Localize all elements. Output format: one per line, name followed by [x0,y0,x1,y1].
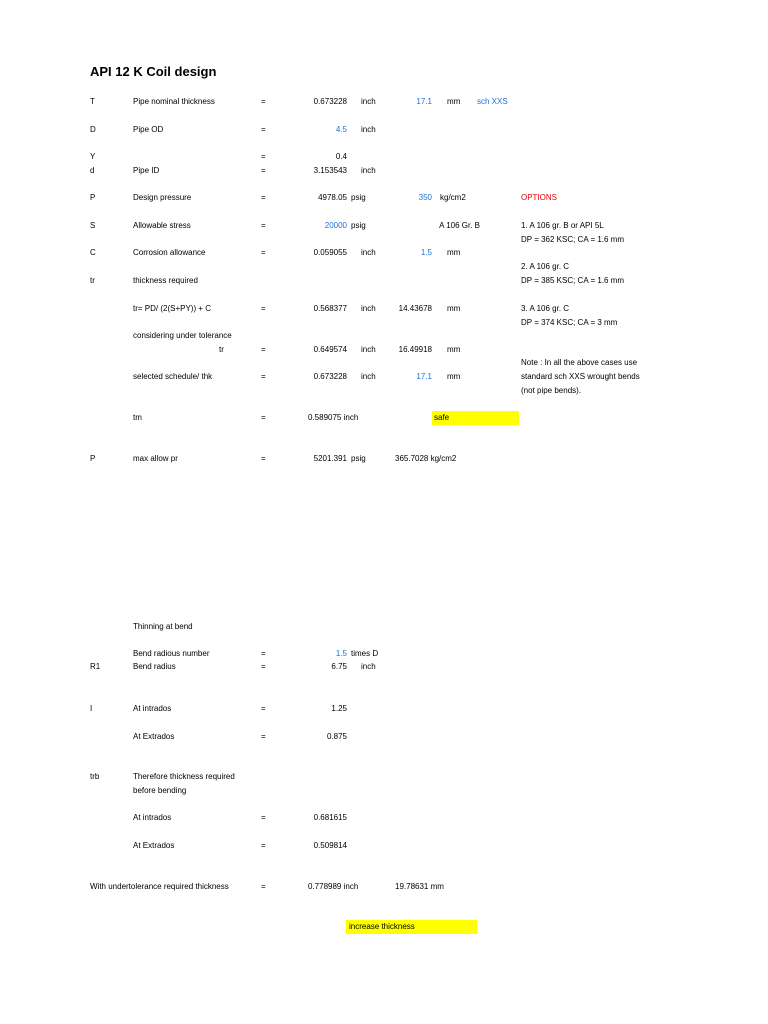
option-2-line-1: 2. A 106 gr. C [521,262,570,271]
value-d: 3.153543 [313,166,347,175]
equals-sign: = [261,454,266,463]
symbol-S: S [90,221,96,230]
symbol-R1: R1 [90,662,101,671]
label-at-intrados: At intrados [133,704,172,713]
value-I-intrados: 1.25 [331,704,347,713]
value-bend-radius-number: 1.5 [335,649,347,658]
label-trb-line-1: Therefore thickness required [133,772,235,781]
note-line-3: (not pipe bends). [521,386,582,395]
value-I-extrados: 0.875 [326,732,347,741]
equals-sign: = [261,345,266,354]
value-selected-inch: 0.673228 [313,372,347,381]
value-tr-inch: 0.568377 [313,304,347,313]
schedule-label: sch XXS [477,97,508,106]
label-at-extrados: At Extrados [133,732,175,741]
value-P-psig: 4978.05 [318,193,347,202]
label-selected-schedule: selected schedule/ thk [133,372,213,381]
label-trb-extrados: At Extrados [133,841,175,850]
verdict-increase-thickness: increase thickness [349,922,415,931]
unit-mm: mm [447,248,461,257]
equals-sign: = [261,813,266,822]
equals-sign: = [261,221,266,230]
unit-inch: inch [361,304,376,313]
value-trb-intrados: 0.681615 [313,813,347,822]
equals-sign: = [261,166,266,175]
value-trb-extrados: 0.509814 [313,841,347,850]
symbol-P-max: P [90,454,96,463]
unit-inch: inch [361,345,376,354]
value-selected-mm: 17.1 [416,372,432,381]
option-1-line-1: 1. A 106 gr. B or API 5L [521,221,604,230]
label-pipe-nominal-thickness: Pipe nominal thickness [133,97,215,106]
label-corrosion-allowance: Corrosion allowance [133,248,206,257]
value-bend-radius: 6.75 [331,662,347,671]
label-pipe-od: Pipe OD [133,125,164,134]
sheet-title: API 12 K Coil design [90,64,217,79]
unit-mm: mm [447,304,461,313]
bend-heading: Thinning at bend [133,622,193,631]
unit-kgcm2: kg/cm2 [440,193,466,202]
symbol-d: d [90,166,95,175]
unit-psig: psig [351,193,366,202]
equals-sign: = [261,152,266,161]
options-heading: OPTIONS [521,193,558,202]
label-thickness-required: thickness required [133,276,198,285]
symbol-trb: trb [90,772,100,781]
value-S: 20000 [324,221,347,230]
label-tm: tm [133,413,142,422]
note-line-1: Note : In all the above cases use [521,358,638,367]
equals-sign: = [261,732,266,741]
label-trb-line-2: before bending [133,786,187,795]
value-tm: 0.589075 inch [308,413,359,422]
equals-sign: = [261,304,266,313]
equals-sign: = [261,649,266,658]
unit-mm: mm [447,372,461,381]
symbol-I: I [90,704,93,713]
symbol-Y: Y [90,152,96,161]
equals-sign: = [261,841,266,850]
value-tr-mm: 14.43678 [398,304,432,313]
value-C-inch: 0.059055 [313,248,347,257]
label-tr-sub: tr [219,345,224,354]
value-P-kgcm2: 350 [418,193,432,202]
unit-inch: inch [361,372,376,381]
option-3-line-2: DP = 374 KSC; CA = 3 mm [521,318,618,327]
unit-psig: psig [351,221,366,230]
option-3-line-1: 3. A 106 gr. C [521,304,570,313]
equals-sign: = [261,248,266,257]
equals-sign: = [261,372,266,381]
label-under-tolerance: considering under tolerance [133,331,232,340]
label-tr-formula: tr= PD/ (2(S+PY)) + C [133,304,212,313]
value-tr-tol-inch: 0.649574 [313,345,347,354]
value-max-allow-kgcm2: 365.7028 kg/cm2 [395,454,457,463]
note-line-2: standard sch XXS wrought bends [521,372,640,381]
label-max-allow-pr: max allow pr [133,454,178,463]
label-design-pressure: Design pressure [133,193,192,202]
unit-inch: inch [361,97,376,106]
label-pipe-id: Pipe ID [133,166,160,175]
label-trb-intrados: At intrados [133,813,172,822]
equals-sign: = [261,413,266,422]
material-grade: A 106 Gr. B [439,221,480,230]
equals-sign: = [261,704,266,713]
value-with-tol-inch: 0.778989 inch [308,882,359,891]
unit-mm: mm [447,345,461,354]
status-safe: safe [434,413,450,422]
unit-inch: inch [361,662,376,671]
unit-inch: inch [361,248,376,257]
equals-sign: = [261,662,266,671]
value-T-inch: 0.673228 [313,97,347,106]
symbol-T: T [90,97,95,106]
option-1-line-2: DP = 362 KSC; CA = 1.6 mm [521,235,625,244]
symbol-P: P [90,193,96,202]
label-bend-radius-number: Bend radious number [133,649,210,658]
equals-sign: = [261,97,266,106]
label-with-undertolerance: With undertolerance required thickness [90,882,229,891]
equals-sign: = [261,882,266,891]
value-Y: 0.4 [335,152,347,161]
value-tr-tol-mm: 16.49918 [398,345,432,354]
value-max-allow-psig: 5201.391 [313,454,347,463]
value-C-mm: 1.5 [420,248,432,257]
unit-psig: psig [351,454,366,463]
symbol-D: D [90,125,96,134]
symbol-C: C [90,248,96,257]
symbol-tr: tr [90,276,95,285]
label-bend-radius: Bend radius [133,662,176,671]
equals-sign: = [261,125,266,134]
unit-inch: inch [361,125,376,134]
option-2-line-2: DP = 385 KSC; CA = 1.6 mm [521,276,625,285]
label-allowable-stress: Allowable stress [133,221,191,230]
value-with-tol-mm: 19.78631 mm [395,882,444,891]
equals-sign: = [261,193,266,202]
value-T-mm: 17.1 [416,97,432,106]
value-D: 4.5 [335,125,347,134]
unit-mm: mm [447,97,461,106]
unit-times-d: times D [351,649,379,658]
unit-inch: inch [361,166,376,175]
